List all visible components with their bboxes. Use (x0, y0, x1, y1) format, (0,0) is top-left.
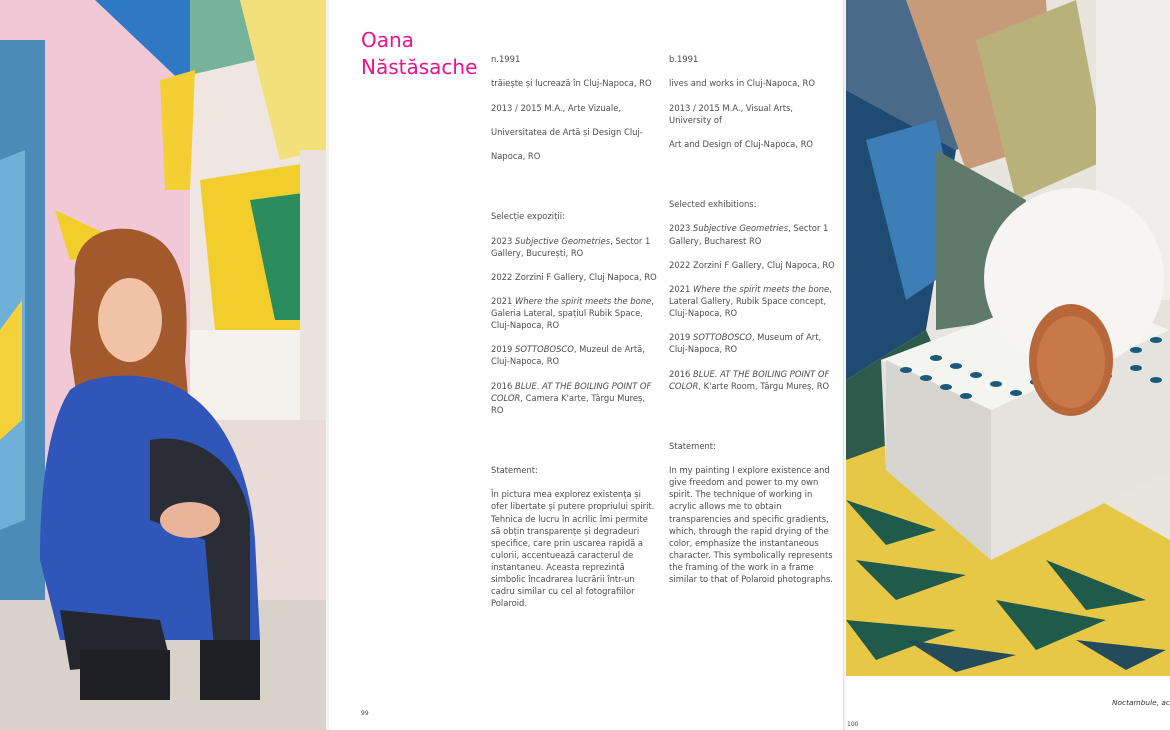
bio-line: n.1991 (491, 54, 521, 65)
artist-first-name: Oana (361, 28, 414, 52)
exhibitions-heading: Selecție expoziții: (491, 211, 565, 222)
bio-english (669, 41, 835, 162)
exhibition-item: 2023 Subjective Geometries, Sector 1 Gallery, Bucharest RO (669, 223, 829, 246)
statement-english (669, 428, 835, 597)
page-number-left: 99 (361, 710, 369, 717)
exhibition-item: 2022 Zorzini F Gallery, Cluj Napoca, RO (669, 259, 835, 270)
portrait-illustration (0, 0, 326, 730)
bio-romanian (491, 41, 657, 174)
bio-line: 2013 / 2015 M.A., Visual Arts, University of (669, 102, 794, 125)
exhibition-item: 2021 Where the spirit meets the bone, Galeria Lateral, spațiul Rubik Space, Cluj-Napoca, RO (491, 295, 654, 331)
exhibition-item: 2021 Where the spirit meets the bone, Lateral Gallery, Rubik Space concept, Cluj-Napoca, RO (669, 283, 832, 319)
artist-portrait-photo (0, 0, 326, 730)
exhibitions-heading: Selected exhibitions: (669, 199, 757, 210)
bio-line: Art and Design of Cluj-Napoca, RO (669, 138, 813, 149)
bio-line: trăiește și lucrează în Cluj-Napoca, RO (491, 78, 652, 89)
statement-text: În pictura mea explorez existența și ofer libertate și putere propriului spirit. Tehnica de lucru în acrilic îmi permite să obțin transparențe și degradeuri specifice, care prin uscarea rapidă a culorii, accentuează caracterul de instantaneu. Aceasta reprezintă simbolic încadrarea lucrării într-un cadru similar cu cel al fotografiilor Polaroid. (491, 489, 655, 609)
exhibition-item: 2016 BLUE. AT THE BOILING POINT OF COLOR, Camera K'arte, Târgu Mureș, RO (491, 380, 652, 415)
bio-line: Universitatea de Artă și Design Cluj- (491, 126, 643, 137)
page-number-right: 100 (847, 721, 859, 728)
exhibitions-romanian (491, 198, 657, 428)
exhibition-item: 2016 BLUE. AT THE BOILING POINT OF COLOR, K'arte Room, Târgu Mureș, RO (669, 368, 830, 391)
artwork-caption: Noctambule, ac (1111, 698, 1170, 707)
statement-heading: Statement: (669, 441, 716, 451)
statement-text: In my painting I explore existence and give freedom and power to my own spirit. The technique of working in acrylic allows me to obtain transparencies and specific gradients, which, through the rapid drying of the color, emphasize the instantaneous character. This symbolically represents the framing of the work in a frame similar to that of Polaroid photographs. (669, 465, 833, 585)
english-column (669, 29, 835, 609)
statement-heading: Statement: (491, 465, 538, 476)
artwork-photo (846, 0, 1170, 676)
exhibition-item: 2022 Zorzini F Gallery, Cluj Napoca, RO (491, 271, 657, 282)
bio-line: 2013 / 2015 M.A., Arte Vizuale, (491, 102, 622, 113)
artist-name-heading (361, 27, 486, 81)
bio-line: lives and works in Cluj-Napoca, RO (669, 78, 815, 89)
exhibitions-english (669, 186, 835, 404)
romanian-column (491, 29, 657, 634)
bio-line: Napoca, RO (491, 150, 541, 161)
exhibition-item: 2019 SOTTOBOSCO, Muzeul de Artă, Cluj-Napoca, RO (491, 344, 645, 367)
bio-line: b.1991 (669, 54, 699, 65)
artwork-illustration (846, 0, 1170, 676)
exhibition-item: 2019 SOTTOBOSCO, Museum of Art, Cluj-Napoca, RO (669, 332, 822, 355)
artist-last-name: Năstăsache (361, 55, 478, 79)
exhibition-item: 2023 Subjective Geometries, Sector 1 Gallery, București, RO (491, 235, 651, 258)
statement-romanian (491, 452, 657, 621)
